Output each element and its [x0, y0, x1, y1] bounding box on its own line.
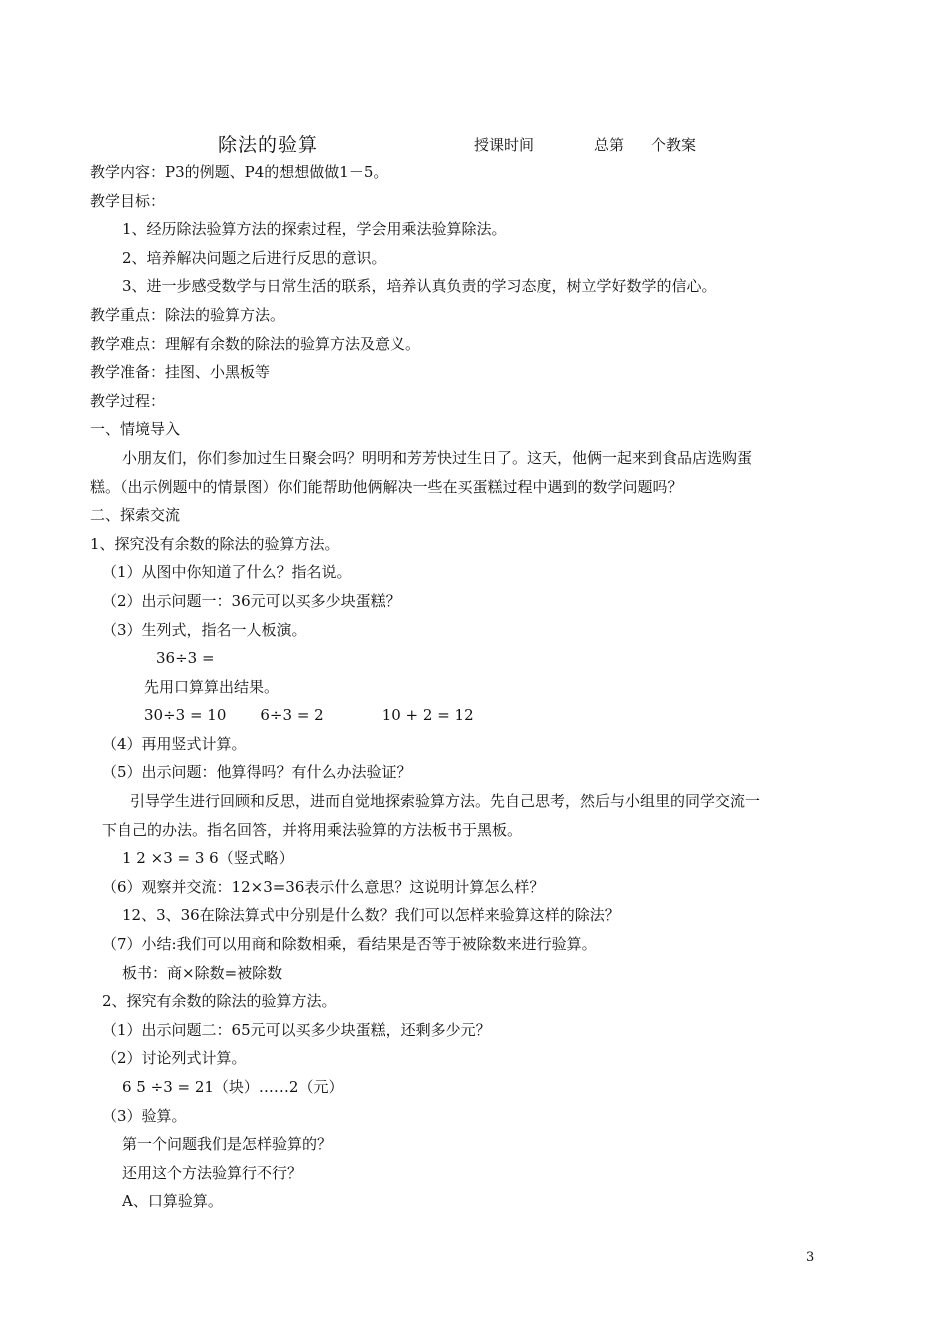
step-6-follow-up: 12、3、36在除法算式中分别是什么数？我们可以怎样来验算这样的除法？ — [122, 906, 620, 925]
step-5: （5）出示问题：他算得吗？有什么办法验证？ — [102, 763, 412, 782]
step-2-1: （1）出示问题二：65元可以买多少块蛋糕，还剩多少元？ — [102, 1020, 491, 1039]
goal-2: 2、培养解决问题之后进行反思的意识。 — [122, 248, 387, 267]
board-writing: 板书：商×除数=被除数 — [122, 963, 283, 982]
question-first-check: 第一个问题我们是怎样验算的？ — [122, 1135, 333, 1154]
calc-step-a: 30÷3 = 10 — [144, 706, 227, 725]
part-2-heading: 2、探究有余数的除法的验算方法。 — [102, 992, 337, 1011]
calc-step-b: 6÷3 = 2 — [260, 706, 324, 725]
step-7-summary: （7）小结:我们可以用商和除数相乘，看结果是否等于被除数来进行验算。 — [102, 935, 597, 954]
teaching-difficulty: 教学难点：理解有余数的除法的验算方法及意义。 — [90, 334, 421, 353]
intro-paragraph-line-1: 小朋友们，你们参加过生日聚会吗？明明和芳芳快过生日了。这天，他俩一起来到食品店选购蛋 — [122, 448, 753, 467]
teaching-preparation: 教学准备：挂图、小黑板等 — [90, 363, 271, 382]
question-method-ok: 还用这个方法验算行不行？ — [122, 1163, 303, 1182]
step-2: （2）出示问题一：36元可以买多少块蛋糕？ — [102, 591, 401, 610]
option-a-oral-check: A、口算验算。 — [122, 1192, 223, 1211]
step-3: （3）生列式，指名一人板演。 — [102, 620, 307, 639]
teaching-process-title: 教学过程： — [90, 391, 166, 410]
lesson-header — [0, 130, 950, 158]
intro-paragraph-line-2: 糕。（出示例题中的情景图）你们能帮助他俩解决一些在买蛋糕过程中遇到的数学问题吗？ — [90, 477, 683, 496]
step-6: （6）观察并交流：12×3=36表示什么意思？这说明计算怎么样？ — [102, 877, 545, 896]
section-2-heading: 二、探索交流 — [90, 506, 181, 525]
guide-paragraph-line-1: 引导学生进行回顾和反思，进而自觉地探索验算方法。先自己思考，然后与小组里的同学交流一 — [130, 792, 761, 811]
formula-remainder-division: 6 5 ÷3 = 21（块）……2（元） — [122, 1078, 344, 1096]
guide-paragraph-line-2: 下自己的办法。指名回答，并将用乘法验算的方法板书于黑板。 — [102, 820, 523, 839]
step-2-2: （2）讨论列式计算。 — [102, 1049, 247, 1068]
lesson-title: 除法的验算 — [218, 134, 319, 156]
goal-3: 3、进一步感受数学与日常生活的联系，培养认真负责的学习态度，树立学好数学的信心。 — [122, 277, 717, 296]
oral-calc-steps — [90, 701, 825, 730]
step-2-3: （3）验算。 — [102, 1106, 187, 1125]
lesson-body — [90, 158, 825, 1216]
step-4: （4）再用竖式计算。 — [102, 734, 247, 753]
multiplication-check: 1 2 ×3 = 3 6（竖式略） — [122, 849, 294, 868]
lesson-plan-label: 个教案 — [651, 136, 697, 154]
step-1: （1）从图中你知道了什么？指名说。 — [102, 563, 352, 582]
calc-step-c: 10 + 2 = 12 — [381, 706, 474, 725]
total-number-label: 总第 — [594, 136, 625, 154]
teaching-key-point: 教学重点：除法的验算方法。 — [90, 305, 286, 324]
page-number: 3 — [806, 1250, 815, 1265]
teaching-content: 教学内容：P3的例题、P4的想想做做1－5。 — [90, 163, 389, 181]
teaching-goals-title: 教学目标： — [90, 191, 166, 210]
goal-1: 1、经历除法验算方法的探索过程，学会用乘法验算除法。 — [122, 220, 507, 239]
oral-calc-instruction: 先用口算算出结果。 — [144, 677, 280, 696]
part-1-heading: 1、探究没有余数的除法的验算方法。 — [90, 534, 340, 553]
formula-division: 36÷3 = — [156, 649, 215, 668]
teaching-time-label: 授课时间 — [474, 136, 535, 154]
section-1-heading: 一、情境导入 — [90, 420, 181, 439]
